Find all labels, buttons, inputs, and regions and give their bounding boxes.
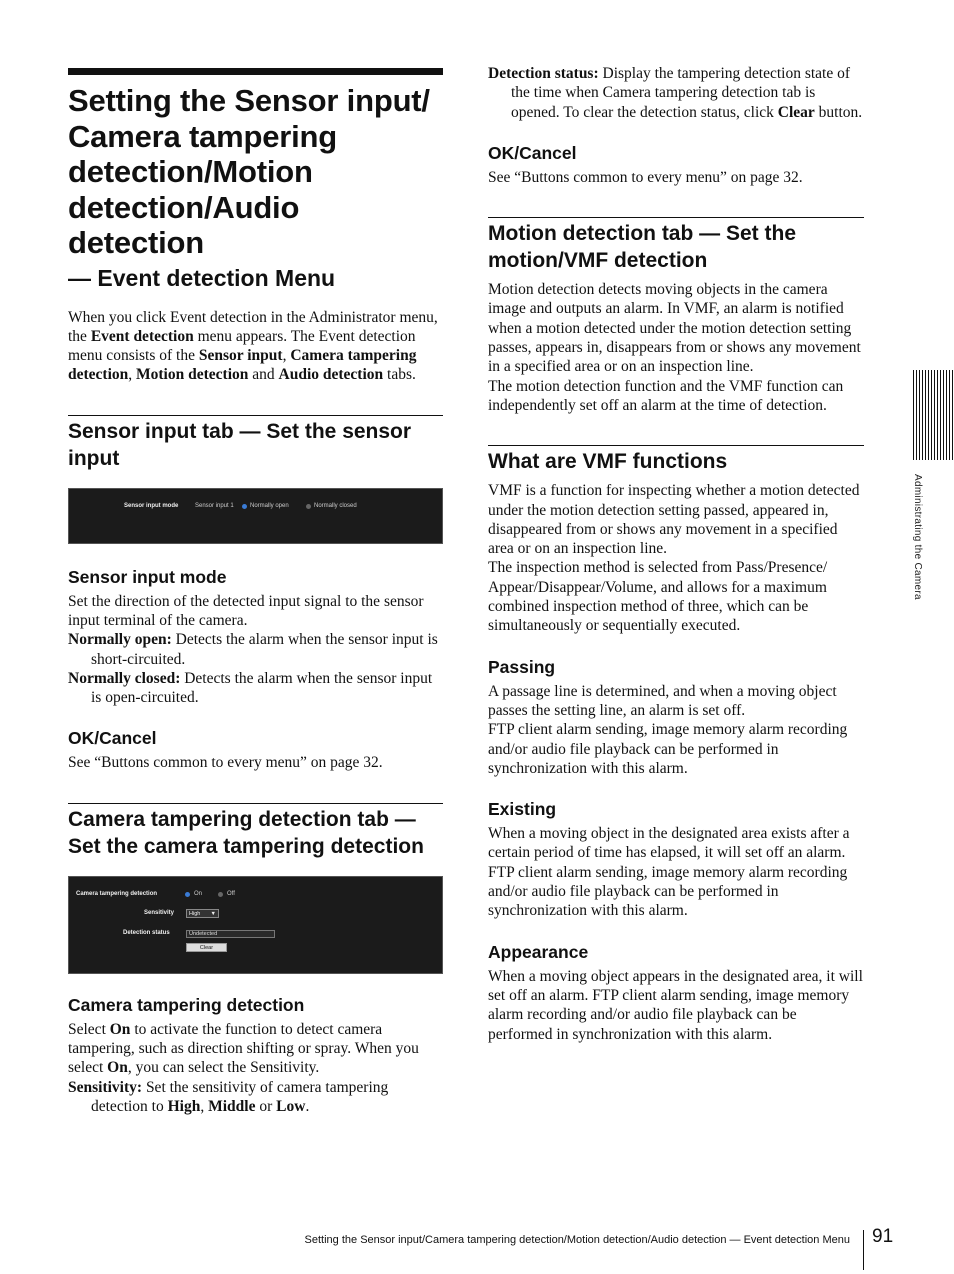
side-tab-label: Administrating the Camera	[912, 474, 923, 600]
appearance-heading: Appearance	[488, 941, 589, 962]
camera-tampering-detection-heading: Camera tampering detection	[68, 994, 305, 1015]
passing-heading: Passing	[488, 656, 556, 677]
ok-cancel-body: See “Buttons common to every menu” on page 32.	[68, 754, 383, 772]
page-title: Setting the Sensor input/ Camera tampering detection/Motion detection/Audio detection	[68, 83, 430, 260]
motion-detection-paragraph-1: Motion detection detects moving objects in the camera image and outputs an alarm. In VMF, an alarm is notified when a motion detected under the motion detection setting passes, appears in, disappears from or shows any movement in a specified area or on an inspection line.	[488, 281, 861, 376]
tampering-off-label: Off	[227, 890, 235, 897]
normally-open-definition: Normally open: Detects the alarm when the sensor input is short-circuited.	[68, 631, 438, 668]
sensor-input-tab-heading: Sensor input tab — Set the sensor input	[68, 415, 443, 472]
existing-heading: Existing	[488, 799, 557, 820]
sensor-input-mode-heading: Sensor input mode	[68, 566, 227, 587]
vmf-paragraph-1: VMF is a function for inspecting whether a motion detected under the motion detection setting passed, appeared in, disappeared from or shows any movement in a specified area or on an inspection line.	[488, 482, 860, 558]
normally-closed-label: Normally closed	[314, 502, 357, 509]
left-column	[68, 68, 443, 1116]
passing-paragraph-1: A passage line is determined, and when a moving object passes the setting line, an alarm is set off.	[488, 682, 837, 719]
ok-cancel-heading: OK/Cancel	[68, 728, 157, 749]
motion-detection-paragraph-2: The motion detection function and the VMF function can independently set off an alarm at the time of detection.	[488, 377, 844, 414]
existing-paragraph: When a moving object in the designated area exists after a certain period of time has elapsed, it will set off an alarm. FTP client alarm sending, image memory alarm recording and/or audio file playback can be performed in synchronization with this alarm.	[488, 825, 850, 920]
tampering-on-radio[interactable]	[185, 892, 190, 897]
side-tab-marker	[913, 370, 954, 460]
detection-status-definition: Detection status: Display the tampering detection state of the time when Camera tampering detection tab is opened. To clear the detection status, click Clear button.	[488, 65, 863, 121]
detection-status-label: Detection status	[123, 929, 170, 936]
running-footer: Setting the Sensor input/Camera tampering detection/Motion detection/Audio detection — Event detection Menu	[304, 1234, 850, 1246]
vmf-paragraph-2: The inspection method is selected from Pass/Presence/ Appear/Disappear/Volume, and allows for a maximum combined inspection method of three, which can be simultaneously or sequentially executed.	[488, 559, 828, 635]
camera-tampering-screenshot	[68, 876, 443, 974]
footer-divider	[863, 1230, 864, 1270]
sensitivity-label: Sensitivity	[144, 909, 175, 916]
normally-closed-definition: Normally closed: Detects the alarm when the sensor input is open-circuited.	[68, 669, 433, 707]
intro-paragraph: When you click Event detection in the Administrator menu, the Event detection menu appears. The Event detection menu consists of the Sensor input, Camera tampering detection, Motion detection and Audio detection tabs.	[68, 308, 438, 384]
normally-closed-radio[interactable]	[306, 504, 311, 509]
camera-tampering-body: Select On to activate the function to detect camera tampering, such as direction shifting or spray. When you select On, you can select the Sensitivity.	[68, 1020, 419, 1077]
camera-tampering-tab-heading: Camera tampering detection tab — Set the camera tampering detection	[68, 803, 443, 860]
chevron-down-icon: ▼	[210, 910, 216, 917]
sensitivity-select[interactable]: High ▼	[186, 909, 219, 918]
passing-paragraph-2: FTP client alarm sending, image memory alarm recording and/or audio file playback can be performed in synchronization with this alarm.	[488, 721, 848, 777]
page-subtitle: — Event detection Menu	[68, 264, 336, 291]
tampering-on-label: On	[194, 890, 203, 897]
sensor-mode-label: Sensor input mode	[124, 502, 179, 509]
appearance-paragraph: When a moving object appears in the designated area, it will set off an alarm. FTP client alarm sending, image memory alarm recording and/or audio file playback can be performed in synchronization with this alarm.	[488, 967, 863, 1043]
sensor-input-name: Sensor input 1	[195, 502, 234, 509]
motion-detection-tab-heading: Motion detection tab — Set the motion/VMF detection	[488, 217, 864, 274]
normally-open-label: Normally open	[250, 502, 289, 509]
right-column	[488, 64, 864, 1044]
detection-status-field: Undetected	[186, 930, 275, 938]
tampering-label: Camera tampering detection	[76, 890, 158, 897]
clear-button[interactable]: Clear	[186, 943, 227, 952]
sensor-input-mode-body: Set the direction of the detected input signal to the sensor input terminal of the camera.	[68, 592, 424, 629]
normally-open-radio[interactable]	[242, 504, 247, 509]
vmf-functions-heading: What are VMF functions	[488, 445, 864, 475]
ok-cancel-body-right: See “Buttons common to every menu” on page 32.	[488, 168, 803, 186]
page-number: 91	[872, 1226, 894, 1247]
sensor-input-screenshot	[68, 488, 443, 544]
ok-cancel-heading-right: OK/Cancel	[488, 142, 577, 163]
sensitivity-definition: Sensitivity: Set the sensitivity of camera tampering detection to High, Middle or Low.	[68, 1078, 389, 1115]
title-rule	[68, 68, 443, 75]
tampering-off-radio[interactable]	[218, 892, 223, 897]
